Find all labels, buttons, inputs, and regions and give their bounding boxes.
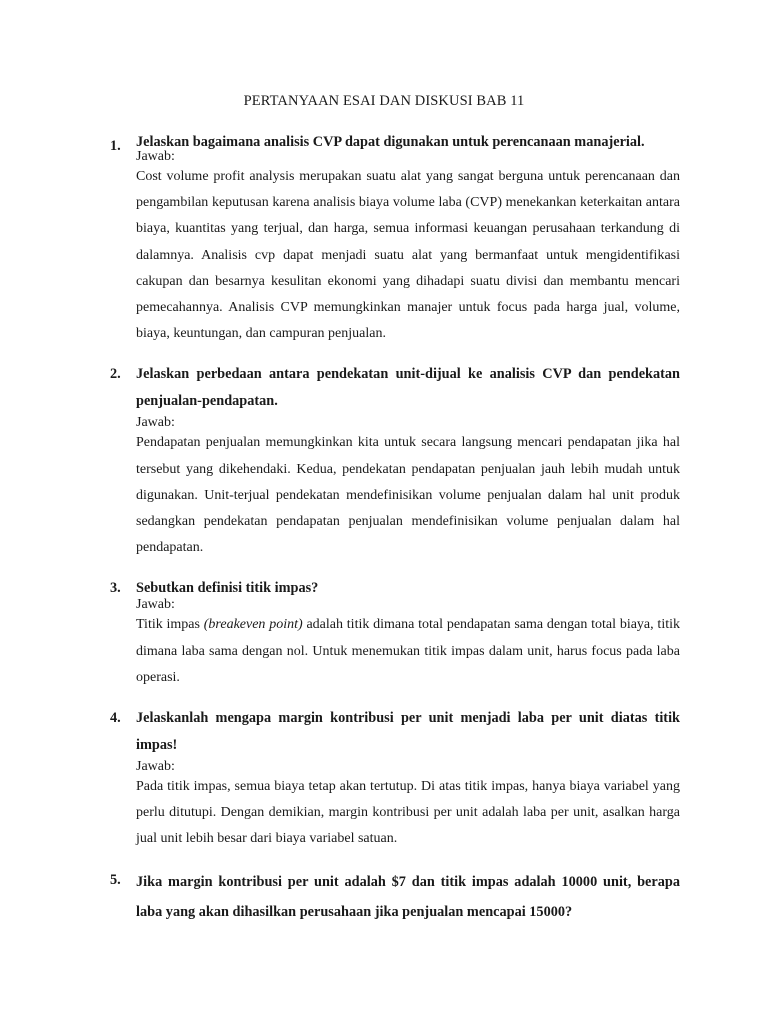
question-body — [136, 361, 680, 561]
question-text: Jelaskan perbedaan antara pendekatan unit-dijual ke analisis CVP dan pendekatan penjualan-pendapatan. — [136, 366, 680, 410]
answer-text: Pada titik impas, semua biaya tetap akan tertutup. Di atas titik impas, hanya biaya variabel yang perlu ditutupi. Dengan demikian, margin kontribusi per unit adalah laba per unit, asalkan harga jual unit lebih besar dari biaya variabel satuan. — [136, 779, 680, 847]
question-number: 1. — [110, 138, 121, 154]
question-item-3 — [110, 575, 680, 691]
question-body — [136, 133, 680, 347]
answer-text: Pendapatan penjualan memungkinkan kita untuk secara langsung mencari pendapatan jika hal tersebut yang dikehendaki. Kedua, pendekatan pendapatan penjualan jauh lebih mudah untuk digunakan. Unit-terjual pendekatan mendefinisikan volume penjualan dalam hal unit produk sedangkan pendekatan pendapatan penjualan mendefinisikan volume penjualan dalam hal pendapatan. — [136, 435, 680, 556]
question-list — [110, 133, 680, 941]
question-body — [136, 705, 680, 853]
answer-text-rest: adalah titik dimana total pendapatan sama dengan total biaya, titik dimana laba sama dengan nol. Untuk menemukan titik impas dalam unit, harus focus pada laba operasi. — [136, 617, 680, 685]
answer-text — [136, 612, 680, 691]
answer-term-italic: (breakeven point) — [203, 617, 303, 633]
answer-label: Jawab: — [136, 149, 175, 164]
question-number: 3. — [110, 580, 121, 597]
question-text: Jelaskanlah mengapa margin kontribusi per unit menjadi laba per unit diatas titik impas! — [136, 710, 680, 754]
question-number: 4. — [110, 710, 121, 727]
answer-text: Cost volume profit analysis merupakan suatu alat yang sangat berguna untuk perencanaan dan pengambilan keputusan karena analisis biaya volume laba (CVP) menekankan keterkaitan antara biaya, kuantitas yang terjual, dan harga, semua informasi keuangan perusahaan terkandung di dalamnya. Analisis cvp dapat menjadi suatu alat yang bermanfaat untuk mengidentifikasi cakupan dan besarnya kesulitan ekonomi yang dihadapi suatu divisi dan membantu mencari pemecahannya. Analisis CVP memungkinkan manajer untuk focus pada harga jual, volume, biaya, keuntungan, dan campuran penjualan. — [136, 169, 680, 342]
answer-label: Jawab: — [136, 415, 175, 431]
question-text: Jelaskan bagaimana analisis CVP dapat digunakan untuk perencanaan manajerial. — [136, 134, 645, 150]
question-item-1 — [110, 133, 680, 347]
question-number: 5. — [110, 871, 121, 888]
page-title: PERTANYAAN ESAI DAN DISKUSI BAB 11 — [243, 93, 525, 109]
answer-label: Jawab: — [136, 759, 175, 775]
question-number: 2. — [110, 366, 121, 383]
question-text: Sebutkan definisi titik impas? — [136, 580, 319, 597]
question-item-2 — [110, 361, 680, 561]
answer-label: Jawab: — [136, 597, 175, 613]
question-item-4 — [110, 705, 680, 853]
question-text: Jika margin kontribusi per unit adalah $7 dan titik impas adalah 10000 unit, berapa laba yang akan dihasilkan perusahaan jika penjualan mencapai 15000? — [136, 873, 680, 920]
question-item-5 — [110, 867, 680, 927]
answer-text-start: Titik impas — [136, 617, 204, 633]
question-body — [136, 867, 680, 927]
question-body — [136, 575, 680, 691]
